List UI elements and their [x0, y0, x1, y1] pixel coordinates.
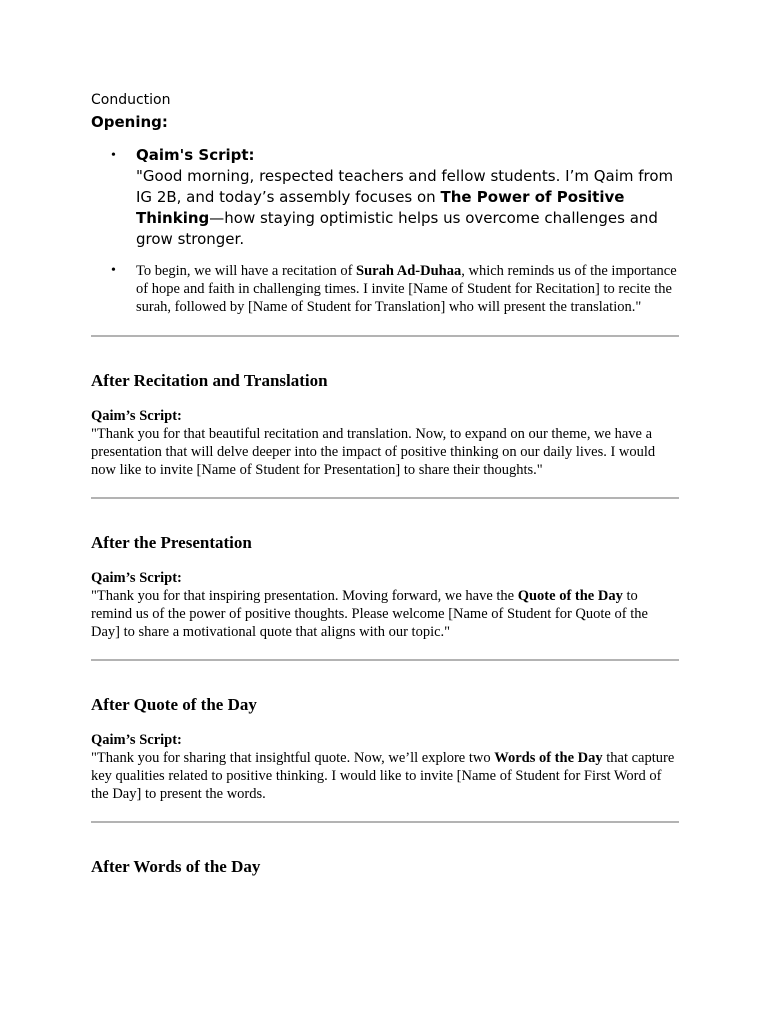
script-emphasis: Quote of the Day — [517, 588, 623, 604]
document-label: Conduction — [91, 92, 171, 108]
section-after-words — [91, 857, 679, 877]
script-text-part: To begin, we will have a recitation of — [136, 263, 357, 279]
section-after-recitation — [91, 371, 679, 499]
script-text-part: "Thank you for sharing that insightful quote. Now, we’ll explore two — [91, 750, 495, 766]
script-text — [91, 425, 679, 479]
divider — [91, 335, 679, 337]
script-emphasis: The Power of Positive Thinking — [136, 188, 625, 227]
script-label: Qaim’s Script: — [91, 570, 182, 586]
bullet-icon: • — [111, 263, 116, 278]
section-after-presentation — [91, 533, 679, 661]
divider — [91, 821, 679, 823]
section-heading: After Words of the Day — [91, 857, 261, 876]
list-item — [91, 262, 679, 316]
opening-heading: Opening: — [91, 113, 168, 131]
script-text — [136, 166, 679, 250]
script-label: Qaim's Script: — [136, 146, 255, 164]
script-text-part: "Thank you for that beautiful recitation and translation. Now, to expand on our theme, we have a presentation that will delve deeper into the impact of positive thinking on our daily lives. I would now like to invite [Name of Student for Presentation] to share their thoughts." — [91, 426, 656, 478]
section-after-quote — [91, 695, 679, 823]
script-text — [136, 262, 679, 316]
script-text-part: to remind us of the power of positive thoughts. Please welcome [Name of Student for Quote of the Day] to share a motivational quote that aligns with our topic." — [91, 588, 648, 640]
script-text — [91, 749, 679, 803]
divider — [91, 497, 679, 499]
document-page — [91, 92, 679, 877]
script-label: Qaim’s Script: — [91, 408, 182, 424]
divider — [91, 659, 679, 661]
script-text-part: "Thank you for that inspiring presentation. Moving forward, we have the — [91, 588, 518, 604]
script-emphasis: Words of the Day — [494, 750, 603, 766]
section-heading: After the Presentation — [91, 533, 252, 552]
script-text — [91, 587, 679, 641]
script-text-part: "Good morning, respected teachers and fellow students. I’m Qaim from IG 2B, and today’s assembly focuses on — [136, 167, 674, 206]
script-text-part: that capture key qualities related to positive thinking. I would like to invite [Name of Student for First Word of the Day] to present the words. — [91, 750, 675, 802]
section-heading: After Quote of the Day — [91, 695, 257, 714]
script-label: Qaim’s Script: — [91, 732, 182, 748]
section-heading: After Recitation and Translation — [91, 371, 328, 390]
list-item — [91, 145, 679, 250]
opening-list — [91, 145, 679, 316]
script-text-part: , which reminds us of the importance of hope and faith in challenging times. I invite [Name of Student for Recitation] to recite the surah, followed by [Name of Student for Translation] who will present the translation." — [136, 263, 677, 315]
script-text-part: —how staying optimistic helps us overcome challenges and grow stronger. — [136, 209, 658, 248]
bullet-icon: • — [111, 148, 116, 163]
script-emphasis: Surah Ad-Duhaa — [356, 263, 462, 279]
